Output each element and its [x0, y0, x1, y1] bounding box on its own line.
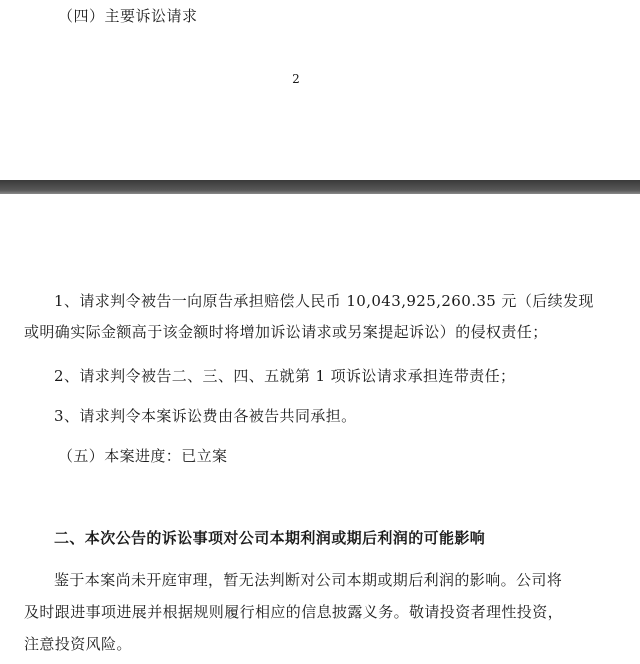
claim-3: 3、请求判令本案诉讼费由各被告共同承担。 — [54, 407, 357, 425]
impact-line-3: 注意投资风险。 — [24, 635, 132, 653]
previous-page-section — [0, 0, 640, 180]
section-heading-main-claims: （四）主要诉讼请求 — [58, 7, 198, 25]
page-break-divider — [0, 180, 640, 194]
claim-2: 2、请求判令被告二、三、四、五就第 1 项诉讼请求承担连带责任； — [54, 367, 516, 385]
claim-1-line-1: 1、请求判令被告一向原告承担赔偿人民币 10,043,925,260.35 元（后续发现 — [54, 292, 594, 310]
section-2-heading: 二、本次公告的诉讼事项对公司本期利润或期后利润的可能影响 — [54, 529, 486, 547]
impact-line-1: 鉴于本案尚未开庭审理，暂无法判断对公司本期或期后利润的影响。公司将 — [54, 571, 563, 589]
impact-line-2: 及时跟进事项进展并根据规则履行相应的信息披露义务。敬请投资者理性投资， — [24, 603, 564, 621]
case-progress: （五）本案进度：已立案 — [58, 447, 228, 465]
document-page-body — [0, 194, 640, 664]
page-number: 2 — [292, 72, 300, 86]
claim-1-line-2: 或明确实际金额高于该金额时将增加诉讼请求或另案提起诉讼）的侵权责任； — [24, 323, 548, 341]
